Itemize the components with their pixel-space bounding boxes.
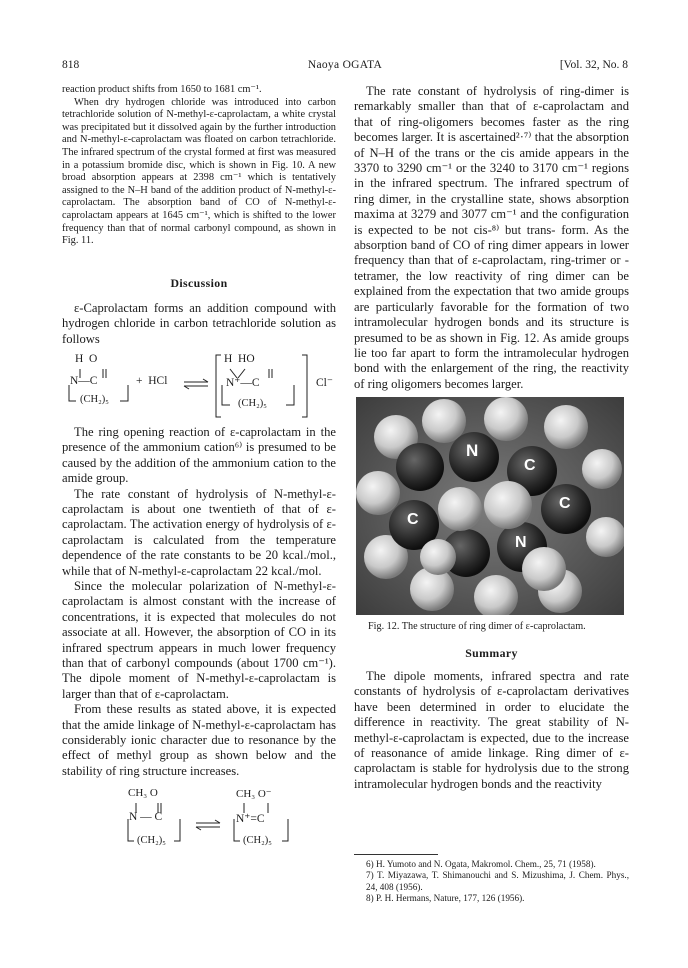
scheme2-left-ring: (CH₂)₅ bbox=[137, 835, 166, 847]
scheme2-left-mid: N — C bbox=[129, 811, 163, 824]
scheme2-right-mid: N⁺=C bbox=[236, 813, 265, 826]
scheme2-right-ring: (CH₂)₅ bbox=[243, 835, 272, 847]
scheme1-left-mid: N—C bbox=[70, 374, 98, 387]
left-column bbox=[62, 84, 336, 865]
resonance-scheme bbox=[124, 787, 336, 865]
paragraph: The dipole moments, infrared spectra and rate constants of hydrolysis of ε-caprolactam derivatives have been determined in order to elucidate the difference in reactivity. The great stability of N-methyl-ε-caprolactam is expected, due to the increase of reasonance of amide linkage. Ring dimer of ε-caprolactam is stable for hydrolysis due to the strong intramolecular hydrogen bonds and the reactivity bbox=[354, 668, 629, 791]
reaction-scheme-hcl-addition bbox=[66, 353, 336, 421]
scheme2-right-top: CH₃ O⁻ bbox=[236, 788, 272, 801]
right-column bbox=[354, 84, 629, 792]
section-title-discussion: Discussion bbox=[170, 275, 228, 290]
figure-caption: Fig. 12. The structure of ring dimer of ε-caprolactam. bbox=[368, 621, 586, 633]
scheme1-right-top: H HO bbox=[224, 352, 255, 365]
scheme1-right-ring: (CH₂)₅ bbox=[238, 397, 267, 409]
scheme1-left-ring: (CH₂)₅ bbox=[80, 393, 109, 405]
figure-12-molecular-model bbox=[356, 397, 624, 615]
paragraph: reaction product shifts from 1650 to 1681 cm⁻¹. bbox=[62, 84, 262, 95]
reference-item: 8) P. H. Hermans, Nature, 177, 126 (1956). bbox=[366, 893, 525, 904]
atom-label-c: C bbox=[407, 511, 419, 529]
paragraph: From these results as stated above, it is expected that the amide linkage of N-methyl-ε-caprolactam has considerably ionic character due to resonance by the effect of methyl group as shown below and the stability of ring structure increases. bbox=[62, 702, 336, 778]
footnote-references bbox=[354, 854, 629, 905]
scheme1-right-mid: N⁺—C bbox=[226, 376, 260, 389]
footnote-rule bbox=[354, 854, 438, 855]
reference-item: 7) T. Miyazawa, T. Shimanouchi and S. Mizushima, J. Chem. Phys., 24, 408 (1956). bbox=[366, 870, 629, 892]
scheme1-plus-hcl: + HCl bbox=[136, 374, 168, 387]
atom-label-c: C bbox=[559, 495, 571, 513]
paragraph: The rate constant of hydrolysis of ring-dimer is remarkably smaller than that of ε-caprolactam and that of ring-oligomers becomes faster as the ring becomes larger. It is ascertained²·⁷⁾ that the absorption of N–H of the trans or the cis amide appears in the 3370 to 3290 cm⁻¹ or the 3240 to 3170 cm⁻¹ regions in the infrared spectrum. The infrared spectrum of ring dimer, in the crystalline state, shows absorption maxima at 3279 and 3077 cm⁻¹ and the configuration is expected to be not cis-⁸⁾ but trans- form. As the absorption band of CO of ring dimer appears in lower frequency than that of ε-caprolactam, ring-trimer or -tetramer, the low reactivity of ring dimer can be explained from the expectation that two amide groups are particularly favorable for the formation of two intramolecular hydrogen bonds and its structure is presumed to be as shown in Fig. 12. As amide groups lie too far apart to form the intramolecular hydrogen bond with the enlargement of the ring, the reactivity of ring oligomers becomes larger. bbox=[354, 84, 629, 391]
paragraph: Since the molecular polarization of N-methyl-ε-caprolactam is almost constant with the increase of concentrations, it is expected that molecules do not associate at all. However, the absorption of CO in its infrared spectrum appears in much lower frequency than that of carbonyl compounds (about 1700 cm⁻¹). The dipole moment of N-methyl-ε-caprolactam is larger than that of ε-caprolactam. bbox=[62, 579, 336, 701]
paragraph: When dry hydrogen chloride was introduced into carbon tetrachloride solution of N-methyl-ε-caprolactam, a white crystal was precipitated but it dissolved again by the further introduction and N-methyl-ε-caprolactam was floated on carbon tetrachloride. The infrared spectrum of the crystal formed at first was measured in a potassium bromide disc, which is shown in Fig. 10. A new broad absorption appears at 2398 cm⁻¹ which is tentatively assigned to the N–H band of the addition product of N-methyl-ε-caprolactam. The absorption band of CO of N-methyl-ε-caprolactam appears at 1645 cm⁻¹, which is shifted to the lower frequency than that of normal carbonyl compound, as shown in Fig. 11. bbox=[62, 96, 336, 247]
atom-label-n: N bbox=[515, 534, 527, 552]
scheme2-left-top: CH₃ O bbox=[128, 787, 158, 800]
paragraph: The rate constant of hydrolysis of N-methyl-ε-caprolactam is about one twentieth of that of ε-caprolactam. The activation energy of hydrolysis of ε-caprolactam is calculated from the temperature dependence of the rate constants to be 20 kcal./mol., while that of N-methyl-ε-caprolactam 22 kcal./mol. bbox=[62, 486, 336, 578]
molecular-model-photo bbox=[356, 397, 624, 615]
reference-item: 6) H. Yumoto and N. Ogata, Makromol. Chem., 25, 71 (1958). bbox=[366, 859, 596, 869]
atom-label-c: C bbox=[524, 457, 536, 475]
running-header bbox=[62, 57, 628, 73]
volume-info: [Vol. 32, No. 8 bbox=[559, 59, 628, 71]
scheme1-left-top: H O bbox=[75, 352, 98, 365]
paragraph: The ring opening reaction of ε-caprolactam in the presence of the ammonium cation⁶⁾ is presumed to be caused by the addition of the ammonium cation to the amide group. bbox=[62, 424, 336, 486]
running-author: Naoya OGATA bbox=[307, 59, 383, 71]
paragraph: ε-Caprolactam forms an addition compound with hydrogen chloride in carbon tetrachloride solution as follows bbox=[62, 300, 336, 346]
page-number: 818 bbox=[62, 59, 80, 71]
reaction-scheme-lines bbox=[66, 353, 336, 421]
scheme1-counter-ion: Cl⁻ bbox=[316, 376, 333, 389]
atom-label-n: N bbox=[466, 441, 479, 461]
section-title-summary: Summary bbox=[465, 645, 518, 660]
